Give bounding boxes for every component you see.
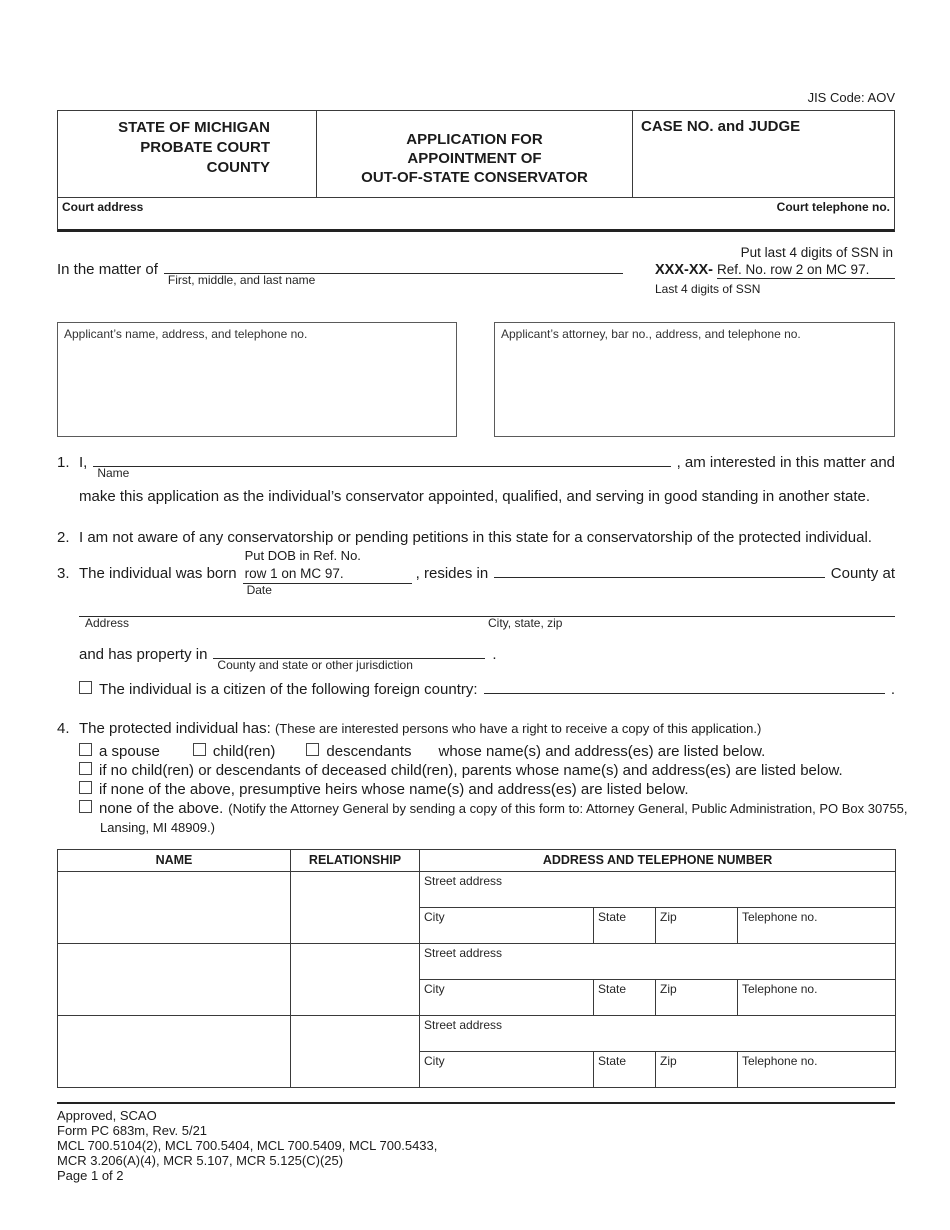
- party-boxes: [57, 322, 895, 437]
- court-address-label: Court address: [62, 200, 144, 214]
- table-row-1: [58, 872, 896, 908]
- city-label: City: [424, 910, 445, 924]
- none-note-line2: Lansing, MI 48909.): [100, 820, 215, 835]
- city-cell[interactable]: [420, 980, 594, 1016]
- form-header: [57, 110, 895, 232]
- relationship-cell[interactable]: [291, 944, 420, 1016]
- born-prefix: The individual was born: [79, 565, 237, 582]
- approved-scao: Approved, SCAO: [57, 1108, 157, 1123]
- applicant-name-field[interactable]: [93, 466, 670, 480]
- street-address-label: Street address: [424, 1018, 503, 1032]
- citizen-label: The individual is a citizen of the following foreign country:: [99, 681, 478, 698]
- citizen-checkbox[interactable]: [79, 681, 92, 694]
- street-address-label: Street address: [424, 874, 503, 888]
- form-footer: [57, 1102, 895, 1183]
- zip-label: Zip: [660, 982, 677, 996]
- zip-cell[interactable]: [656, 980, 738, 1016]
- col-header-address: ADDRESS AND TELEPHONE NUMBER: [420, 850, 896, 872]
- heirs-option-row-1: [79, 742, 895, 761]
- ssn-block: [655, 244, 895, 298]
- state-cell[interactable]: [594, 1052, 656, 1088]
- phone-label: Telephone no.: [742, 982, 818, 996]
- item-1-prefix: I,: [79, 454, 88, 471]
- row1-suffix: whose name(s) and address(es) are listed below.: [438, 743, 766, 760]
- date-hint: Date: [246, 583, 272, 597]
- court-name-block: [58, 111, 317, 197]
- item-2: [57, 528, 895, 547]
- probate-court-line: PROBATE COURT: [140, 139, 270, 156]
- heirs-option-row-2: [79, 761, 895, 780]
- table-row-2: [58, 944, 896, 980]
- presumptive-heirs-checkbox[interactable]: [79, 781, 92, 794]
- mcr-citations: MCR 3.206(A)(4), MCR 5.107, MCR 5.125(C)(25): [57, 1153, 344, 1168]
- phone-label: Telephone no.: [742, 1054, 818, 1068]
- property-location-field[interactable]: [213, 658, 485, 672]
- item-1: [57, 453, 895, 506]
- none-note-line1: (Notify the Attorney General by sending a copy of this form to: Attorney General, Public Administration, PO Box 30755,: [228, 801, 908, 816]
- form-title: [317, 111, 633, 197]
- street-address-cell[interactable]: [420, 872, 896, 908]
- state-line: STATE OF MICHIGAN: [118, 119, 270, 136]
- citizen-period: .: [890, 681, 895, 698]
- foreign-country-field[interactable]: [484, 693, 885, 694]
- mcl-citations: MCL 700.5104(2), MCL 700.5404, MCL 700.5409, MCL 700.5433,: [57, 1138, 438, 1153]
- ssn-instruction-line2: Ref. No. row 2 on MC 97.: [717, 262, 870, 277]
- table-header-row: [58, 850, 896, 872]
- name-hint: Name: [97, 466, 130, 480]
- descendants-label: descendants: [326, 743, 412, 760]
- county-at-label: County at: [830, 565, 895, 582]
- col-header-relationship: RELATIONSHIP: [291, 850, 420, 872]
- dob-instruction-above: Put DOB in Ref. No.: [244, 548, 361, 563]
- item-4-number: 4.: [57, 720, 70, 737]
- col-header-name: NAME: [58, 850, 291, 872]
- matter-name-hint: First, middle, and last name: [167, 273, 316, 287]
- item-3-number: 3.: [57, 565, 70, 582]
- city-state-zip-hint: City, state, zip: [488, 616, 563, 630]
- matter-section: [57, 244, 895, 298]
- table-row-3: [58, 1016, 896, 1052]
- ssn-instruction-line1: Put last 4 digits of SSN in: [740, 245, 893, 260]
- applicant-info-box[interactable]: [57, 322, 457, 437]
- relationship-cell[interactable]: [291, 872, 420, 944]
- property-prefix: and has property in: [79, 646, 208, 663]
- form-title-line3: OUT-OF-STATE CONSERVATOR: [361, 169, 588, 186]
- court-contact-row[interactable]: [58, 197, 894, 229]
- state-cell[interactable]: [594, 908, 656, 944]
- form-title-line1: APPLICATION FOR: [406, 131, 543, 148]
- none-of-above-label: none of the above.: [99, 800, 224, 817]
- page-number: Page 1 of 2: [57, 1168, 124, 1183]
- heirs-option-row-3: [79, 780, 895, 799]
- jis-code: JIS Code: AOV: [807, 90, 895, 105]
- form-title-line2: APPOINTMENT OF: [407, 150, 542, 167]
- item-4-intro-note: (These are interested persons who have a right to receive a copy of this application.): [274, 721, 762, 736]
- state-label: State: [598, 982, 627, 996]
- state-label: State: [598, 910, 627, 924]
- resides-label: , resides in: [415, 565, 489, 582]
- phone-cell[interactable]: [738, 980, 896, 1016]
- parents-label: if no child(ren) or descendants of deceased child(ren), parents whose name(s) and address(es) are listed below.: [99, 762, 843, 779]
- case-no-judge-cell[interactable]: [633, 111, 894, 197]
- applicant-info-label: Applicant’s name, address, and telephone no.: [64, 327, 308, 341]
- item-2-text: I am not aware of any conservatorship or pending petitions in this state for a conservatorship of the protected individual.: [79, 529, 872, 546]
- item-4-intro: The protected individual has:: [79, 720, 271, 737]
- individual-address-field[interactable]: [79, 599, 895, 630]
- none-of-above-checkbox[interactable]: [79, 800, 92, 813]
- city-cell[interactable]: [420, 908, 594, 944]
- form-number: Form PC 683m, Rev. 5/21: [57, 1123, 208, 1138]
- spouse-checkbox[interactable]: [79, 743, 92, 756]
- in-the-matter-label: In the matter of: [57, 261, 158, 278]
- zip-label: Zip: [660, 910, 677, 924]
- property-period: .: [492, 646, 497, 663]
- dob-field[interactable]: [243, 548, 412, 597]
- children-label: child(ren): [212, 743, 276, 760]
- dob-instruction-on-line: row 1 on MC 97.: [244, 566, 344, 581]
- item-3: [57, 548, 895, 699]
- item-2-number: 2.: [57, 529, 70, 546]
- heirs-option-row-4: [79, 799, 908, 818]
- name-cell[interactable]: [58, 872, 291, 944]
- item-4: [57, 719, 908, 837]
- name-cell[interactable]: [58, 1016, 291, 1088]
- phone-cell[interactable]: [738, 908, 896, 944]
- interested-persons-table: [57, 849, 896, 1088]
- children-checkbox[interactable]: [193, 743, 206, 756]
- zip-cell[interactable]: [656, 908, 738, 944]
- city-label: City: [424, 1054, 445, 1068]
- relationship-cell[interactable]: [291, 1016, 420, 1088]
- descendants-checkbox[interactable]: [306, 743, 319, 756]
- city-cell[interactable]: [420, 1052, 594, 1088]
- street-address-label: Street address: [424, 946, 503, 960]
- attorney-info-label: Applicant’s attorney, bar no., address, and telephone no.: [501, 327, 801, 341]
- ssn-hint: Last 4 digits of SSN: [655, 282, 761, 296]
- ssn-field[interactable]: [717, 261, 895, 279]
- court-phone-label: Court telephone no.: [776, 200, 890, 214]
- property-hint: County and state or other jurisdiction: [217, 658, 413, 672]
- item-1-number: 1.: [57, 454, 70, 471]
- resides-county-field[interactable]: [494, 577, 825, 578]
- street-address-cell[interactable]: [420, 944, 896, 980]
- attorney-info-box[interactable]: [494, 322, 895, 437]
- phone-cell[interactable]: [738, 1052, 896, 1088]
- state-label: State: [598, 1054, 627, 1068]
- street-address-cell[interactable]: [420, 1016, 896, 1052]
- city-label: City: [424, 982, 445, 996]
- zip-cell[interactable]: [656, 1052, 738, 1088]
- name-cell[interactable]: [58, 944, 291, 1016]
- county-line: COUNTY: [206, 159, 270, 176]
- ssn-mask: XXX-XX-: [655, 262, 714, 278]
- parents-checkbox[interactable]: [79, 762, 92, 775]
- spouse-label: a spouse: [99, 743, 160, 760]
- case-no-judge-label: CASE NO. and JUDGE: [641, 118, 801, 135]
- item-1-suffix: , am interested in this matter and: [676, 454, 895, 471]
- state-cell[interactable]: [594, 980, 656, 1016]
- item-1-continuation: make this application as the individual’s conservator appointed, qualified, and serving in good standing in another state.: [79, 488, 871, 505]
- address-hint: Address: [85, 616, 130, 630]
- phone-label: Telephone no.: [742, 910, 818, 924]
- matter-name-field[interactable]: [164, 273, 623, 287]
- presumptive-heirs-label: if none of the above, presumptive heirs whose name(s) and address(es) are listed below.: [99, 781, 689, 798]
- zip-label: Zip: [660, 1054, 677, 1068]
